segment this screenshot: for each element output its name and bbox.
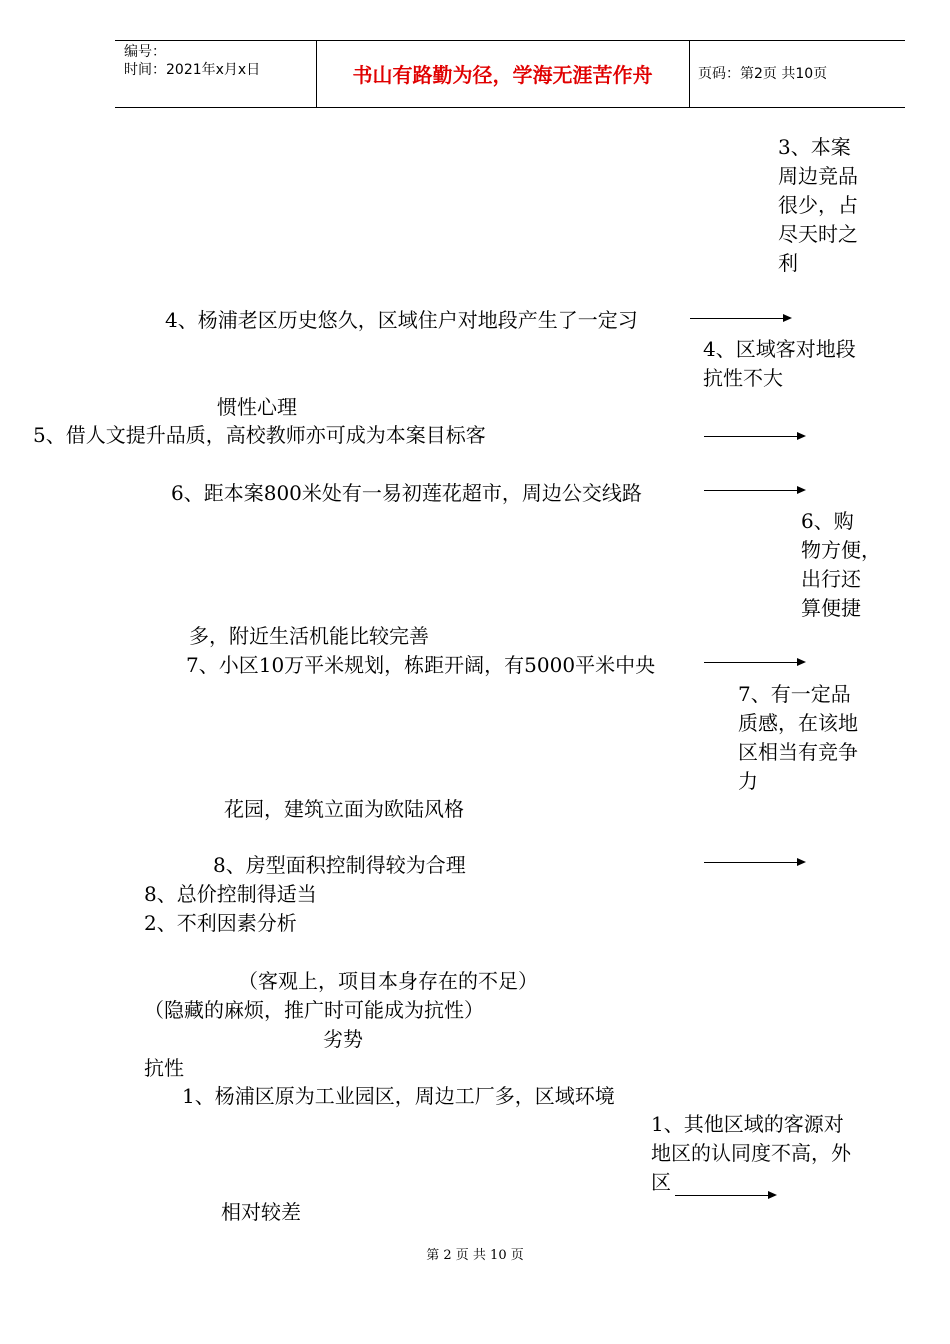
advantage-line-7a: 7、小区10万平米规划，栋距开阔，有5000平米中央 [186, 653, 656, 677]
advantage-box-7: 7、有一定品 质感，在该地 区相当有竞争 力 [738, 682, 858, 793]
advantage-line-7b: 花园，建筑立面为欧陆风格 [224, 797, 464, 821]
arrow-w1 [675, 1195, 775, 1196]
advantage-box-4: 4、区域客对地段 抗性不大 [703, 337, 856, 390]
advantage-line-4b: 惯性心理 [217, 395, 297, 419]
header-divider-right [689, 40, 690, 107]
weakness-line-1a: 1、杨浦区原为工业园区，周边工厂多，区域环境 [182, 1084, 615, 1108]
advantage-line-8a: 8、房型面积控制得较为合理 [213, 853, 466, 877]
header-time-label: 时间：2021年x月x日 [124, 62, 261, 78]
advantage-line-6b: 多，附近生活机能比较完善 [189, 624, 429, 648]
section-heading-unfavorable: 2、不利因素分析 [144, 911, 297, 935]
resistance-box-1: 1、其他区域的客源对 地区的认同度不高，外 区 [651, 1112, 851, 1194]
arrow-4 [690, 318, 790, 319]
resistance-label: 抗性 [144, 1056, 184, 1080]
page-footer: 第 2 页 共 10 页 [426, 1248, 524, 1263]
header-number-label: 编号： [124, 44, 166, 60]
objective-note: （客观上，项目本身存在的不足） [238, 969, 538, 993]
header-page-label: 页码：第2页 共10页 [698, 66, 828, 82]
arrow-6 [704, 490, 804, 491]
arrow-5 [704, 436, 804, 437]
header-motto: 书山有路勤为径，学海无涯苦作舟 [352, 63, 653, 87]
header-bottom-border [115, 107, 905, 108]
header-top-border [115, 40, 905, 41]
advantage-line-5: 5、借人文提升品质，高校教师亦可成为本案目标客 [33, 423, 486, 447]
advantage-line-6a: 6、距本案800米处有一易初莲花超市，周边公交线路 [171, 481, 642, 505]
advantage-box-3: 3、本案 周边竞品 很少，占 尽天时之 利 [778, 135, 858, 275]
advantage-box-6: 6、购 物方便， 出行还 算便捷 [801, 509, 881, 620]
weakness-label: 劣势 [323, 1027, 363, 1051]
weakness-line-1b: 相对较差 [221, 1200, 301, 1224]
advantage-line-8b: 8、总价控制得适当 [144, 882, 317, 906]
advantage-line-4a: 4、杨浦老区历史悠久，区域住户对地段产生了一定习 [165, 308, 638, 332]
arrow-7 [704, 662, 804, 663]
arrow-8 [704, 862, 804, 863]
hidden-trouble-note: （隐藏的麻烦，推广时可能成为抗性） [144, 998, 484, 1022]
